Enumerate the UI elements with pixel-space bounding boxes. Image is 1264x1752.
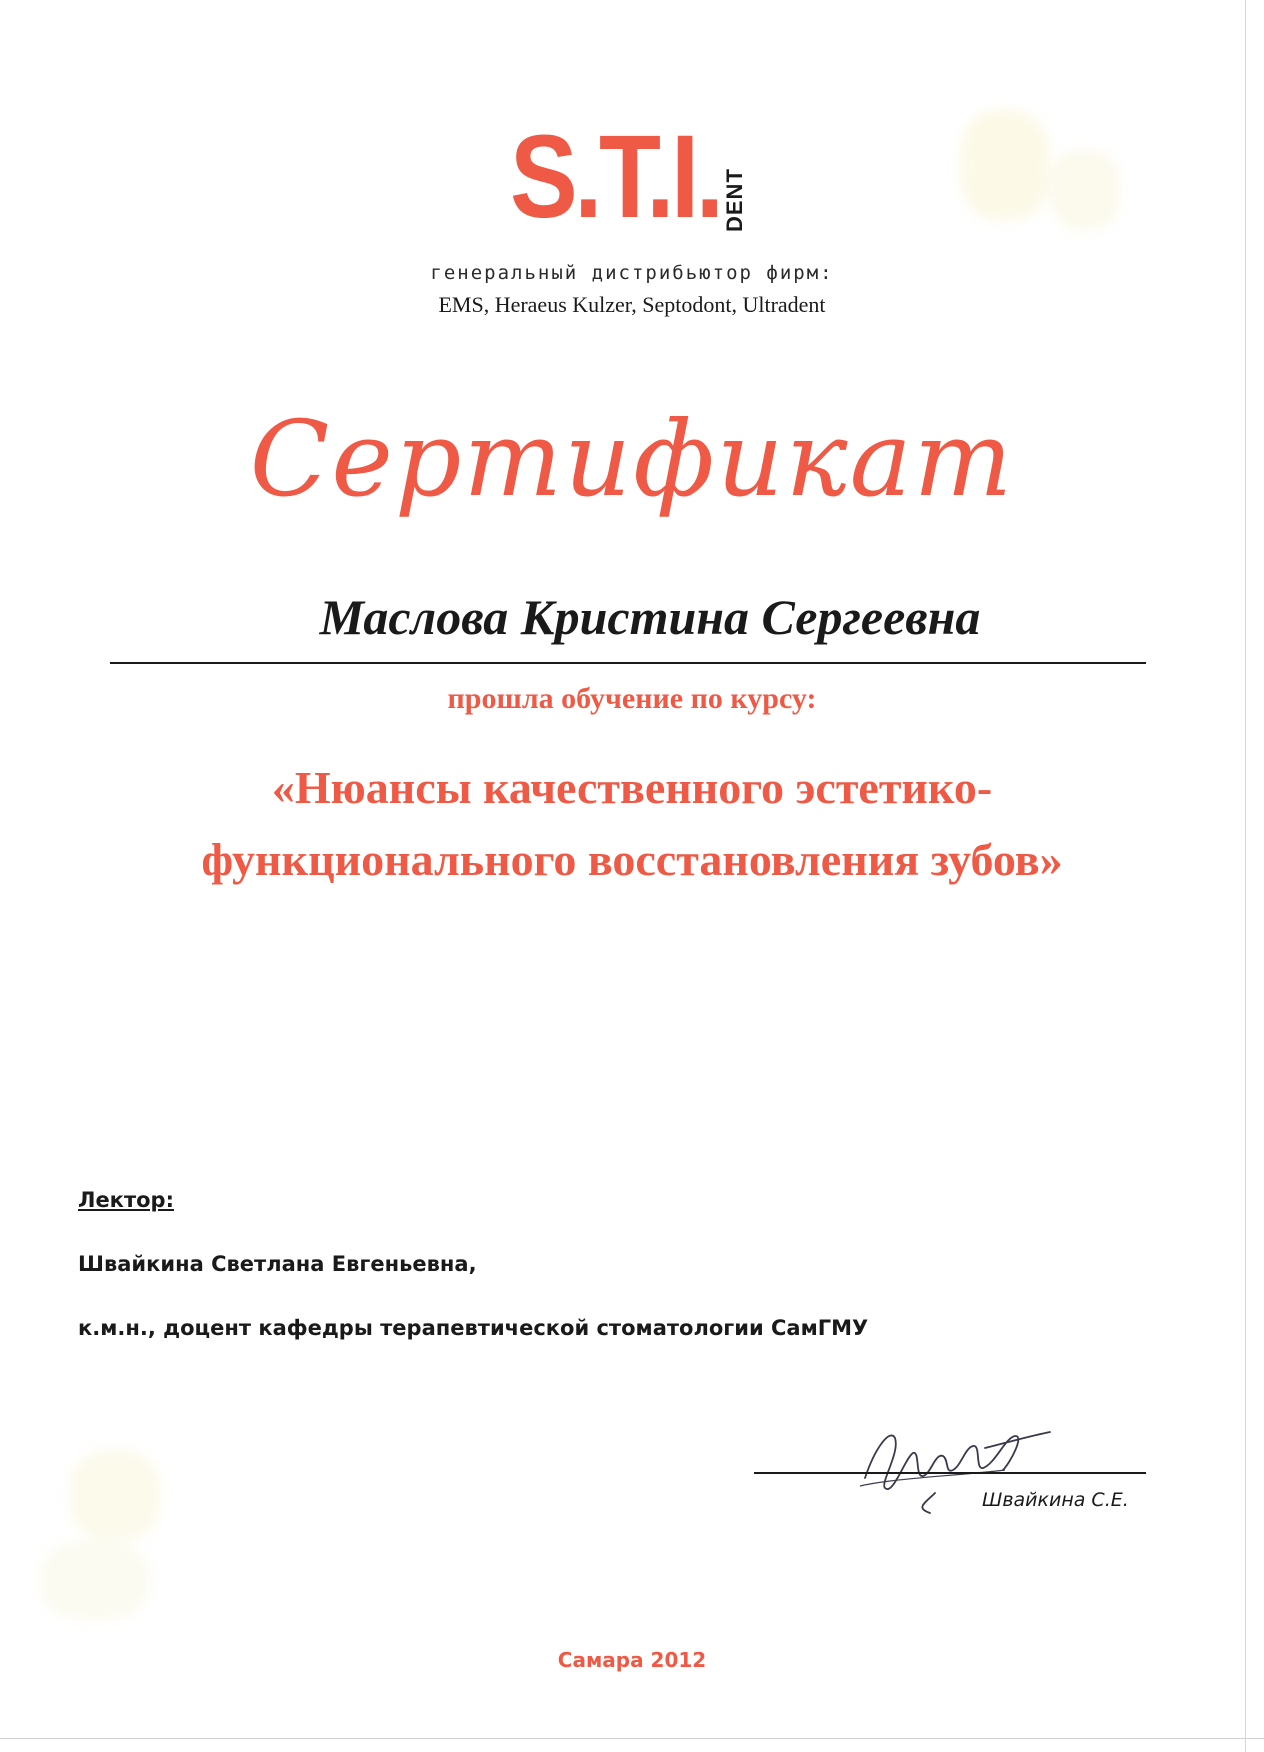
place-year: Самара 2012 xyxy=(557,1648,707,1672)
lecturer-name: Швайкина Светлана Евгеньевна, xyxy=(78,1252,477,1276)
course-title-line-1: «Нюансы качественного эстетико- xyxy=(271,762,993,813)
logo-main-text: S.T.I. xyxy=(510,111,721,243)
scan-blotch xyxy=(1050,150,1120,230)
scan-blotch xyxy=(960,110,1050,220)
course-intro: прошла обучение по курсу: xyxy=(447,682,817,715)
lecturer-position: к.м.н., доцент кафедры терапевтической стоматологии СамГМУ xyxy=(78,1316,869,1340)
certificate-title: Сертификат xyxy=(249,398,1015,520)
signature-name: Швайкина С.Е. xyxy=(982,1489,1129,1511)
distributor-caption: генеральный дистрибьютор фирм: xyxy=(430,262,834,284)
recipient-name: Маслова Кристина Сергеевна xyxy=(319,589,981,645)
scan-edge-right xyxy=(1245,0,1246,1752)
course-title xyxy=(80,752,1184,896)
scan-blotch xyxy=(40,1540,150,1620)
recipient-underline xyxy=(110,662,1146,664)
scan-edge-bottom xyxy=(0,1738,1264,1739)
scan-blotch xyxy=(70,1450,160,1540)
brand-list: EMS, Heraeus Kulzer, Septodont, Ultradent xyxy=(438,292,826,317)
lecturer-label: Лектор: xyxy=(78,1188,174,1212)
course-title-line-2: функционального восстановления зубов» xyxy=(201,834,1063,885)
signature-line xyxy=(754,1472,1146,1474)
sti-dent-logo xyxy=(510,112,750,242)
logo-sub-text: DENT xyxy=(722,168,747,232)
